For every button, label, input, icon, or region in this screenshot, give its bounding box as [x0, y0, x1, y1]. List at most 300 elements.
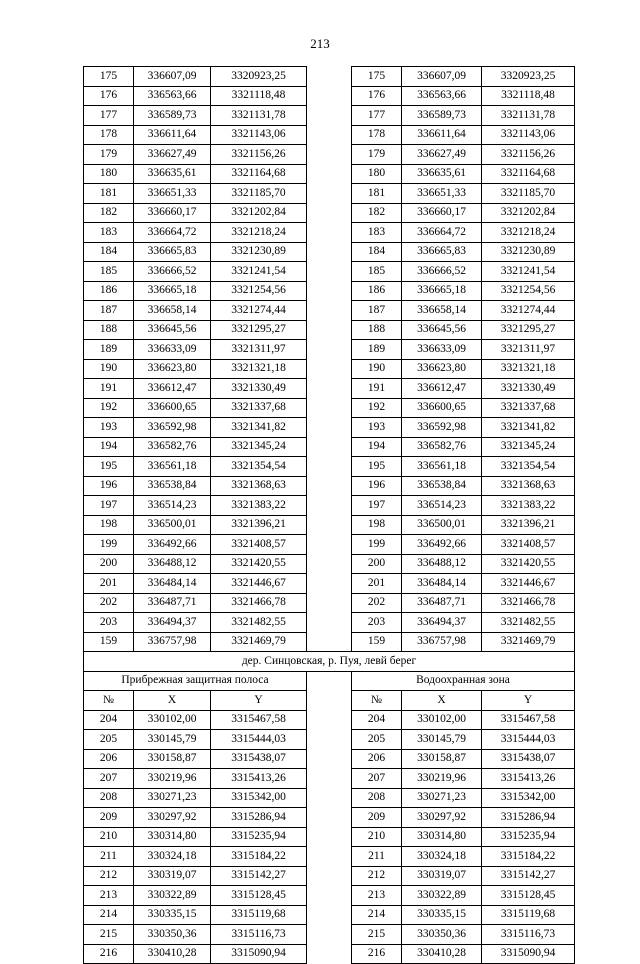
gap-cell: [307, 203, 352, 223]
left-x-value: 336492,66: [134, 535, 211, 555]
table-row: [84, 106, 575, 126]
gap-cell: [307, 730, 352, 750]
left-y-value: 3315413,26: [211, 769, 307, 789]
right-point-number: 216: [352, 944, 402, 964]
gap-cell: [307, 437, 352, 457]
right-y-value: 3321408,57: [482, 535, 575, 555]
right-x-value: 336627,49: [402, 145, 482, 165]
right-x-value: 336582,76: [402, 437, 482, 457]
table-row: [84, 359, 575, 379]
table-row: [84, 164, 575, 184]
gap-cell: [307, 866, 352, 886]
left-x-value: 330219,96: [134, 769, 211, 789]
gap-cell: [307, 886, 352, 906]
right-y-value: 3321469,79: [482, 632, 575, 652]
left-point-number: 208: [84, 788, 134, 808]
right-y-value: 3321330,49: [482, 379, 575, 399]
right-x-value: 336487,71: [402, 593, 482, 613]
right-y-value: 3321321,18: [482, 359, 575, 379]
right-x-value: 336563,66: [402, 86, 482, 106]
right-y-value: 3321482,55: [482, 613, 575, 633]
table-row: [84, 418, 575, 438]
left-point-number: 209: [84, 808, 134, 828]
table-row: [84, 808, 575, 828]
gap-cell: [307, 223, 352, 243]
left-x-value: 336645,56: [134, 320, 211, 340]
gap-cell: [307, 320, 352, 340]
gap-cell: [307, 827, 352, 847]
left-point-number: 210: [84, 827, 134, 847]
left-x-value: 336757,98: [134, 632, 211, 652]
right-y-value: 3315116,73: [482, 925, 575, 945]
right-x-value: 336589,73: [402, 106, 482, 126]
right-point-number: 183: [352, 223, 402, 243]
right-y-value: 3315467,58: [482, 710, 575, 730]
right-x-value: 336635,61: [402, 164, 482, 184]
left-y-value: 3321118,48: [211, 86, 307, 106]
left-y-value: 3321345,24: [211, 437, 307, 457]
gap-cell: [307, 554, 352, 574]
gap-cell: [307, 496, 352, 516]
gap-cell: [307, 788, 352, 808]
right-point-number: 213: [352, 886, 402, 906]
left-y-value: 3315119,68: [211, 905, 307, 925]
right-x-value: 336492,66: [402, 535, 482, 555]
left-x-value: 330324,18: [134, 847, 211, 867]
coordinates-table: [83, 66, 575, 964]
table-row: [84, 476, 575, 496]
table-row: [84, 535, 575, 555]
right-x-value: 330319,07: [402, 866, 482, 886]
left-zone-title: Прибрежная защитная полоса: [84, 671, 307, 691]
table-row: [84, 320, 575, 340]
left-y-value: 3321396,21: [211, 515, 307, 535]
left-x-value: 330322,89: [134, 886, 211, 906]
left-point-number: 204: [84, 710, 134, 730]
left-y-value: 3321241,54: [211, 262, 307, 282]
gap-cell: [307, 379, 352, 399]
right-y-value: 3321341,82: [482, 418, 575, 438]
table-row: [84, 710, 575, 730]
left-x-value: 336600,65: [134, 398, 211, 418]
right-point-number: 193: [352, 418, 402, 438]
left-x-value: 336664,72: [134, 223, 211, 243]
gap-cell: [307, 106, 352, 126]
right-point-number: 159: [352, 632, 402, 652]
right-point-number: 179: [352, 145, 402, 165]
right-point-number: 211: [352, 847, 402, 867]
top-coordinates-body: [84, 67, 575, 652]
left-point-number: 211: [84, 847, 134, 867]
left-point-number: 185: [84, 262, 134, 282]
right-point-number: 198: [352, 515, 402, 535]
left-y-value: 3315235,94: [211, 827, 307, 847]
right-x-value: 330158,87: [402, 749, 482, 769]
left-point-number: 188: [84, 320, 134, 340]
right-y-value: 3321164,68: [482, 164, 575, 184]
left-y-value: 3321311,97: [211, 340, 307, 360]
right-x-value: 330297,92: [402, 808, 482, 828]
left-x-value: 336660,17: [134, 203, 211, 223]
right-y-value: 3315142,27: [482, 866, 575, 886]
table-row: [84, 574, 575, 594]
right-x-value: 336514,23: [402, 496, 482, 516]
gap-cell: [307, 125, 352, 145]
gap-cell: [307, 515, 352, 535]
left-point-number: 206: [84, 749, 134, 769]
left-point-number: 215: [84, 925, 134, 945]
right-x-value: 336664,72: [402, 223, 482, 243]
left-point-number: 176: [84, 86, 134, 106]
left-y-value: 3321330,49: [211, 379, 307, 399]
right-x-value: 330145,79: [402, 730, 482, 750]
left-x-value: 336612,47: [134, 379, 211, 399]
right-y-value: 3321368,63: [482, 476, 575, 496]
left-y-value: 3321274,44: [211, 301, 307, 321]
right-y-value: 3321254,56: [482, 281, 575, 301]
left-x-value: 336627,49: [134, 145, 211, 165]
table-row: [84, 262, 575, 282]
right-x-value: 336611,64: [402, 125, 482, 145]
left-point-number: 205: [84, 730, 134, 750]
left-x-value: 330297,92: [134, 808, 211, 828]
gap-cell: [307, 86, 352, 106]
right-y-value: 3321202,84: [482, 203, 575, 223]
right-zone-title: Водоохранная зона: [352, 671, 575, 691]
right-point-number: 192: [352, 398, 402, 418]
gap-cell: [307, 593, 352, 613]
right-y-value: 3315119,68: [482, 905, 575, 925]
right-y-value: 3321230,89: [482, 242, 575, 262]
page-number: 213: [310, 36, 330, 51]
right-point-number: 197: [352, 496, 402, 516]
right-x-value: 336665,18: [402, 281, 482, 301]
left-x-value: 336607,09: [134, 67, 211, 87]
left-point-number: 213: [84, 886, 134, 906]
left-point-number: 200: [84, 554, 134, 574]
right-point-number: 178: [352, 125, 402, 145]
table-row: [84, 730, 575, 750]
right-x-value: 336645,56: [402, 320, 482, 340]
table-row: [84, 769, 575, 789]
left-x-value: 336651,33: [134, 184, 211, 204]
left-point-number: 203: [84, 613, 134, 633]
left-x-value: 330410,28: [134, 944, 211, 964]
right-point-number: 204: [352, 710, 402, 730]
gap-cell: [307, 457, 352, 477]
left-y-value: 3315116,73: [211, 925, 307, 945]
left-point-number: 194: [84, 437, 134, 457]
right-y-value: 3321337,68: [482, 398, 575, 418]
table-row: [84, 86, 575, 106]
right-y-value: 3321118,48: [482, 86, 575, 106]
left-y-value: 3321185,70: [211, 184, 307, 204]
right-point-number: 190: [352, 359, 402, 379]
gap-cell: [307, 398, 352, 418]
left-y-value: 3321482,55: [211, 613, 307, 633]
left-x-value: 330335,15: [134, 905, 211, 925]
table-row: [84, 496, 575, 516]
left-y-value: 3321254,56: [211, 281, 307, 301]
right-x-value: 336666,52: [402, 262, 482, 282]
right-x-header: X: [402, 691, 482, 711]
left-x-value: 330102,00: [134, 710, 211, 730]
right-y-value: 3321446,67: [482, 574, 575, 594]
left-x-value: 336665,18: [134, 281, 211, 301]
left-x-value: 330158,87: [134, 749, 211, 769]
table-row: [84, 67, 575, 87]
gap-cell: [307, 613, 352, 633]
left-point-number: 189: [84, 340, 134, 360]
right-point-number: 189: [352, 340, 402, 360]
right-y-value: 3321383,22: [482, 496, 575, 516]
right-x-value: 336484,14: [402, 574, 482, 594]
left-x-value: 336592,98: [134, 418, 211, 438]
right-point-number: 177: [352, 106, 402, 126]
right-y-value: 3321354,54: [482, 457, 575, 477]
right-x-value: 330350,36: [402, 925, 482, 945]
right-point-number: 187: [352, 301, 402, 321]
right-x-value: 336612,47: [402, 379, 482, 399]
right-x-value: 336561,18: [402, 457, 482, 477]
right-y-value: 3315235,94: [482, 827, 575, 847]
left-y-value: 3321408,57: [211, 535, 307, 555]
gap-cell: [307, 145, 352, 165]
right-x-value: 336633,09: [402, 340, 482, 360]
right-y-value: 3321185,70: [482, 184, 575, 204]
bottom-coordinates-body: [84, 710, 575, 964]
left-y-value: 3321466,78: [211, 593, 307, 613]
right-y-value: 3321218,24: [482, 223, 575, 243]
left-point-number: 177: [84, 106, 134, 126]
right-point-number: 212: [352, 866, 402, 886]
left-y-value: 3321383,22: [211, 496, 307, 516]
right-x-value: 330219,96: [402, 769, 482, 789]
gap-cell: [307, 574, 352, 594]
left-y-value: 3321354,54: [211, 457, 307, 477]
left-point-number: 175: [84, 67, 134, 87]
column-header-row: [84, 691, 575, 711]
zone-title-row: [84, 671, 575, 691]
gap-cell: [307, 769, 352, 789]
gap-cell: [307, 242, 352, 262]
gap-cell: [307, 418, 352, 438]
left-x-value: 336666,52: [134, 262, 211, 282]
table-row: [84, 886, 575, 906]
right-x-value: 336494,37: [402, 613, 482, 633]
left-point-number: 197: [84, 496, 134, 516]
right-y-value: 3315184,22: [482, 847, 575, 867]
right-x-value: 336658,14: [402, 301, 482, 321]
left-y-value: 3315438,07: [211, 749, 307, 769]
gap-cell: [307, 262, 352, 282]
left-x-value: 336563,66: [134, 86, 211, 106]
section-header: [84, 652, 575, 711]
right-x-value: 330324,18: [402, 847, 482, 867]
gap-cell: [307, 359, 352, 379]
right-num-header: №: [352, 691, 402, 711]
table-row: [84, 379, 575, 399]
left-y-value: 3321156,26: [211, 145, 307, 165]
right-y-value: 3315413,26: [482, 769, 575, 789]
right-point-number: 209: [352, 808, 402, 828]
right-point-number: 206: [352, 749, 402, 769]
gap-cell: [307, 710, 352, 730]
left-y-value: 3315342,00: [211, 788, 307, 808]
right-point-number: 194: [352, 437, 402, 457]
left-point-number: 198: [84, 515, 134, 535]
left-y-value: 3321446,67: [211, 574, 307, 594]
left-point-number: 193: [84, 418, 134, 438]
left-y-value: 3321337,68: [211, 398, 307, 418]
left-point-number: 201: [84, 574, 134, 594]
table-row: [84, 437, 575, 457]
table-row: [84, 944, 575, 964]
table-row: [84, 340, 575, 360]
gap-cell: [307, 944, 352, 964]
left-point-number: 216: [84, 944, 134, 964]
left-y-value: 3321143,06: [211, 125, 307, 145]
right-point-number: 208: [352, 788, 402, 808]
right-point-number: 185: [352, 262, 402, 282]
left-y-value: 3315467,58: [211, 710, 307, 730]
right-point-number: 215: [352, 925, 402, 945]
right-y-value: 3321295,27: [482, 320, 575, 340]
right-y-value: 3321143,06: [482, 125, 575, 145]
left-point-number: 180: [84, 164, 134, 184]
gap-cell: [307, 749, 352, 769]
gap-cell: [307, 476, 352, 496]
left-x-value: 330145,79: [134, 730, 211, 750]
right-y-value: 3315342,00: [482, 788, 575, 808]
right-point-number: 200: [352, 554, 402, 574]
left-point-number: 191: [84, 379, 134, 399]
right-y-value: 3320923,25: [482, 67, 575, 87]
table-row: [84, 242, 575, 262]
right-y-value: 3321131,78: [482, 106, 575, 126]
right-x-value: 336757,98: [402, 632, 482, 652]
left-y-value: 3315444,03: [211, 730, 307, 750]
left-x-value: 336623,80: [134, 359, 211, 379]
left-x-value: 336494,37: [134, 613, 211, 633]
table-row: [84, 223, 575, 243]
right-x-value: 330102,00: [402, 710, 482, 730]
left-point-number: 207: [84, 769, 134, 789]
left-point-number: 196: [84, 476, 134, 496]
left-x-value: 330314,80: [134, 827, 211, 847]
section-title-row: [84, 652, 575, 672]
table-row: [84, 632, 575, 652]
right-point-number: 202: [352, 593, 402, 613]
right-y-value: 3321466,78: [482, 593, 575, 613]
right-y-value: 3321274,44: [482, 301, 575, 321]
right-y-value: 3315128,45: [482, 886, 575, 906]
right-x-value: 336600,65: [402, 398, 482, 418]
right-point-number: 186: [352, 281, 402, 301]
left-point-number: 159: [84, 632, 134, 652]
left-num-header: №: [84, 691, 134, 711]
left-x-value: 336582,76: [134, 437, 211, 457]
right-point-number: 181: [352, 184, 402, 204]
table-row: [84, 301, 575, 321]
right-x-value: 336592,98: [402, 418, 482, 438]
table-row: [84, 749, 575, 769]
right-x-value: 336538,84: [402, 476, 482, 496]
gap-cell: [307, 535, 352, 555]
right-point-number: 203: [352, 613, 402, 633]
gap-cell: [307, 632, 352, 652]
left-point-number: 202: [84, 593, 134, 613]
right-y-value: 3321311,97: [482, 340, 575, 360]
left-x-value: 336658,14: [134, 301, 211, 321]
right-point-number: 210: [352, 827, 402, 847]
right-point-number: 196: [352, 476, 402, 496]
right-x-value: 330410,28: [402, 944, 482, 964]
left-x-value: 336633,09: [134, 340, 211, 360]
left-x-value: 336665,83: [134, 242, 211, 262]
right-y-value: 3321156,26: [482, 145, 575, 165]
right-y-value: 3315286,94: [482, 808, 575, 828]
gap-cell: [307, 905, 352, 925]
left-y-value: 3321469,79: [211, 632, 307, 652]
left-x-value: 336561,18: [134, 457, 211, 477]
table-row: [84, 145, 575, 165]
left-point-number: 182: [84, 203, 134, 223]
left-y-value: 3321202,84: [211, 203, 307, 223]
right-x-value: 336651,33: [402, 184, 482, 204]
right-y-value: 3315438,07: [482, 749, 575, 769]
right-y-value: 3321345,24: [482, 437, 575, 457]
table-row: [84, 827, 575, 847]
gap-cell: [307, 301, 352, 321]
left-point-number: 181: [84, 184, 134, 204]
gap-cell: [307, 184, 352, 204]
right-point-number: 182: [352, 203, 402, 223]
left-point-number: 214: [84, 905, 134, 925]
left-x-header: X: [134, 691, 211, 711]
left-y-value: 3315128,45: [211, 886, 307, 906]
left-y-value: 3321164,68: [211, 164, 307, 184]
left-x-value: 336538,84: [134, 476, 211, 496]
left-y-value: 3321131,78: [211, 106, 307, 126]
left-y-value: 3315142,27: [211, 866, 307, 886]
gap-cell: [307, 847, 352, 867]
table-row: [84, 281, 575, 301]
table-row: [84, 184, 575, 204]
left-x-value: 330350,36: [134, 925, 211, 945]
gap-cell: [307, 164, 352, 184]
table-row: [84, 457, 575, 477]
left-y-value: 3321218,24: [211, 223, 307, 243]
right-x-value: 336488,12: [402, 554, 482, 574]
gap-cell: [307, 281, 352, 301]
table-row: [84, 593, 575, 613]
table-row: [84, 554, 575, 574]
left-y-value: 3321321,18: [211, 359, 307, 379]
left-y-value: 3315090,94: [211, 944, 307, 964]
gap-cell: [307, 925, 352, 945]
left-point-number: 190: [84, 359, 134, 379]
left-y-value: 3315184,22: [211, 847, 307, 867]
left-point-number: 186: [84, 281, 134, 301]
left-y-header: Y: [211, 691, 307, 711]
left-point-number: 179: [84, 145, 134, 165]
right-point-number: 175: [352, 67, 402, 87]
gap-cell: [307, 808, 352, 828]
right-y-header: Y: [482, 691, 575, 711]
left-x-value: 336484,14: [134, 574, 211, 594]
left-point-number: 195: [84, 457, 134, 477]
